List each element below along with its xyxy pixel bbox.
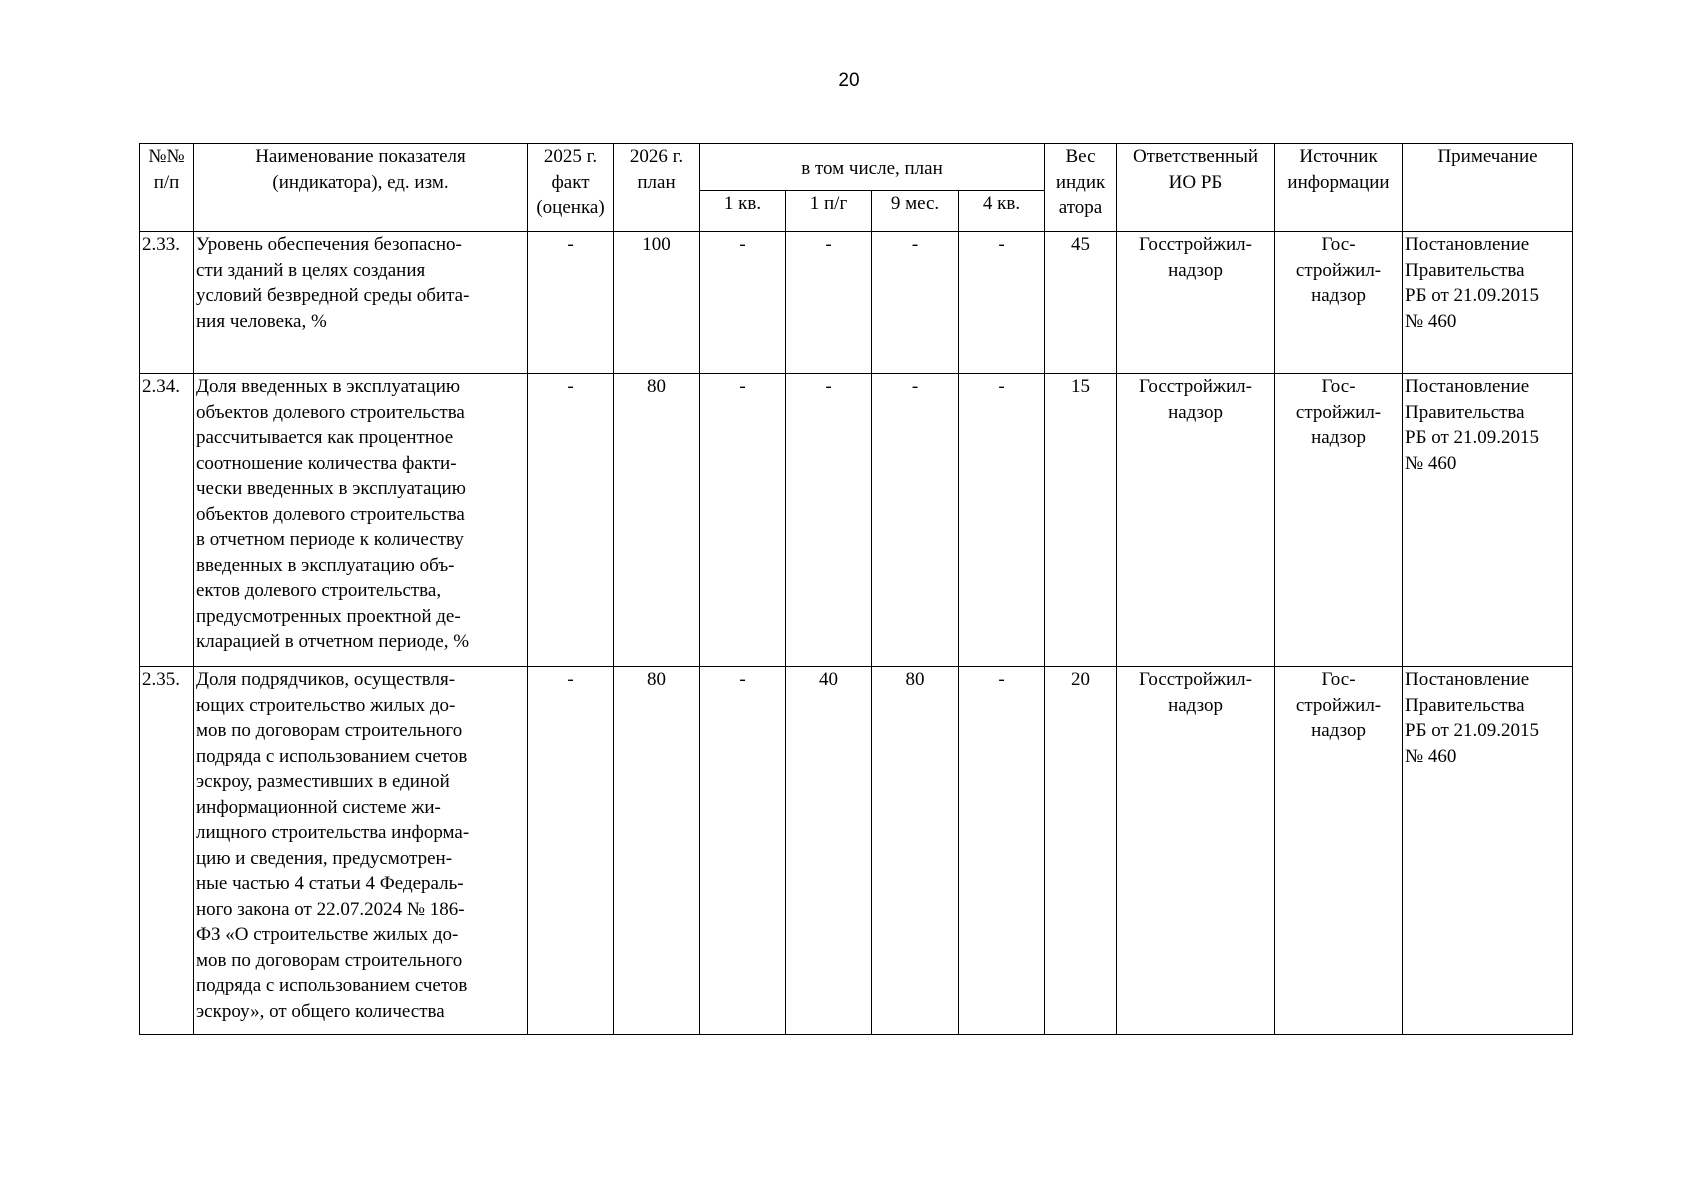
indicators-table [139,143,1573,1035]
plan-q1: - [700,232,786,374]
header-num: №№ п/п [140,144,194,232]
fact-2025: - [528,667,614,1035]
header-2026: 2026 г. план [614,144,700,232]
header-source: Источник информации [1275,144,1403,232]
header-9m: 9 мес. [872,191,959,232]
indicator-weight: 20 [1045,667,1117,1035]
plan-9m: 80 [872,667,959,1035]
responsible: Госстройжил- надзор [1117,232,1275,374]
fact-2025: - [528,232,614,374]
plan-q4: - [959,374,1045,667]
indicator-name: Доля подрядчиков, осуществля- ющих строительство жилых до- мов по договорам строительного подряда с использованием счетов эскроу, разместивших в единой информационной системе жи- лищного строительства информа- цию и сведения, предусмотрен- ные частью 4 статьи 4 Федераль- ного закона от 22.07.2024 № 186- ФЗ «О строительстве жилых до- мов по договорам строительного подряда с использованием счетов эскроу», от общего количества [194,667,528,1035]
note: Постановление Правительства РБ от 21.09.2015 № 460 [1403,374,1573,667]
header-group-plan: в том числе, план [700,144,1045,191]
plan-q1: - [700,374,786,667]
note: Постановление Правительства РБ от 21.09.2015 № 460 [1403,232,1573,374]
header-q4: 4 кв. [959,191,1045,232]
fact-2025: - [528,374,614,667]
page-number: 20 [838,70,860,91]
responsible: Госстройжил- надзор [1117,374,1275,667]
header-name: Наименование показателя (индикатора), ед. изм. [194,144,528,232]
plan-9m: - [872,232,959,374]
header-responsible: Ответственный ИО РБ [1117,144,1275,232]
row-number: 2.34. [140,374,194,667]
note: Постановление Правительства РБ от 21.09.2015 № 460 [1403,667,1573,1035]
plan-h1: - [786,232,872,374]
row-number: 2.33. [140,232,194,374]
plan-9m: - [872,374,959,667]
info-source: Гос- стройжил- надзор [1275,667,1403,1035]
plan-2026: 80 [614,374,700,667]
indicator-name: Доля введенных в эксплуатацию объектов долевого строительства рассчитывается как процентное соотношение количества факти- чески введенных в эксплуатацию объектов долевого строительства в отчетном периоде к количеству введенных в эксплуатацию объ- ектов долевого строительства, предусмотренных проектной де- кларацией в отчетном периоде, % [194,374,528,667]
header-h1: 1 п/г [786,191,872,232]
info-source: Гос- стройжил- надзор [1275,232,1403,374]
plan-q4: - [959,232,1045,374]
indicator-name: Уровень обеспечения безопасно- сти зданий в целях создания условий безвредной среды обита- ния человека, % [194,232,528,374]
plan-h1: 40 [786,667,872,1035]
header-weight: Вес индик атора [1045,144,1117,232]
table-row [140,667,1573,1035]
indicator-weight: 45 [1045,232,1117,374]
plan-2026: 80 [614,667,700,1035]
plan-2026: 100 [614,232,700,374]
row-number: 2.35. [140,667,194,1035]
info-source: Гос- стройжил- надзор [1275,374,1403,667]
responsible: Госстройжил- надзор [1117,667,1275,1035]
indicator-weight: 15 [1045,374,1117,667]
plan-q4: - [959,667,1045,1035]
header-note: Примечание [1403,144,1573,232]
plan-q1: - [700,667,786,1035]
table-row [140,374,1573,667]
header-q1: 1 кв. [700,191,786,232]
plan-h1: - [786,374,872,667]
header-2025: 2025 г. факт (оценка) [528,144,614,232]
table-row [140,232,1573,374]
